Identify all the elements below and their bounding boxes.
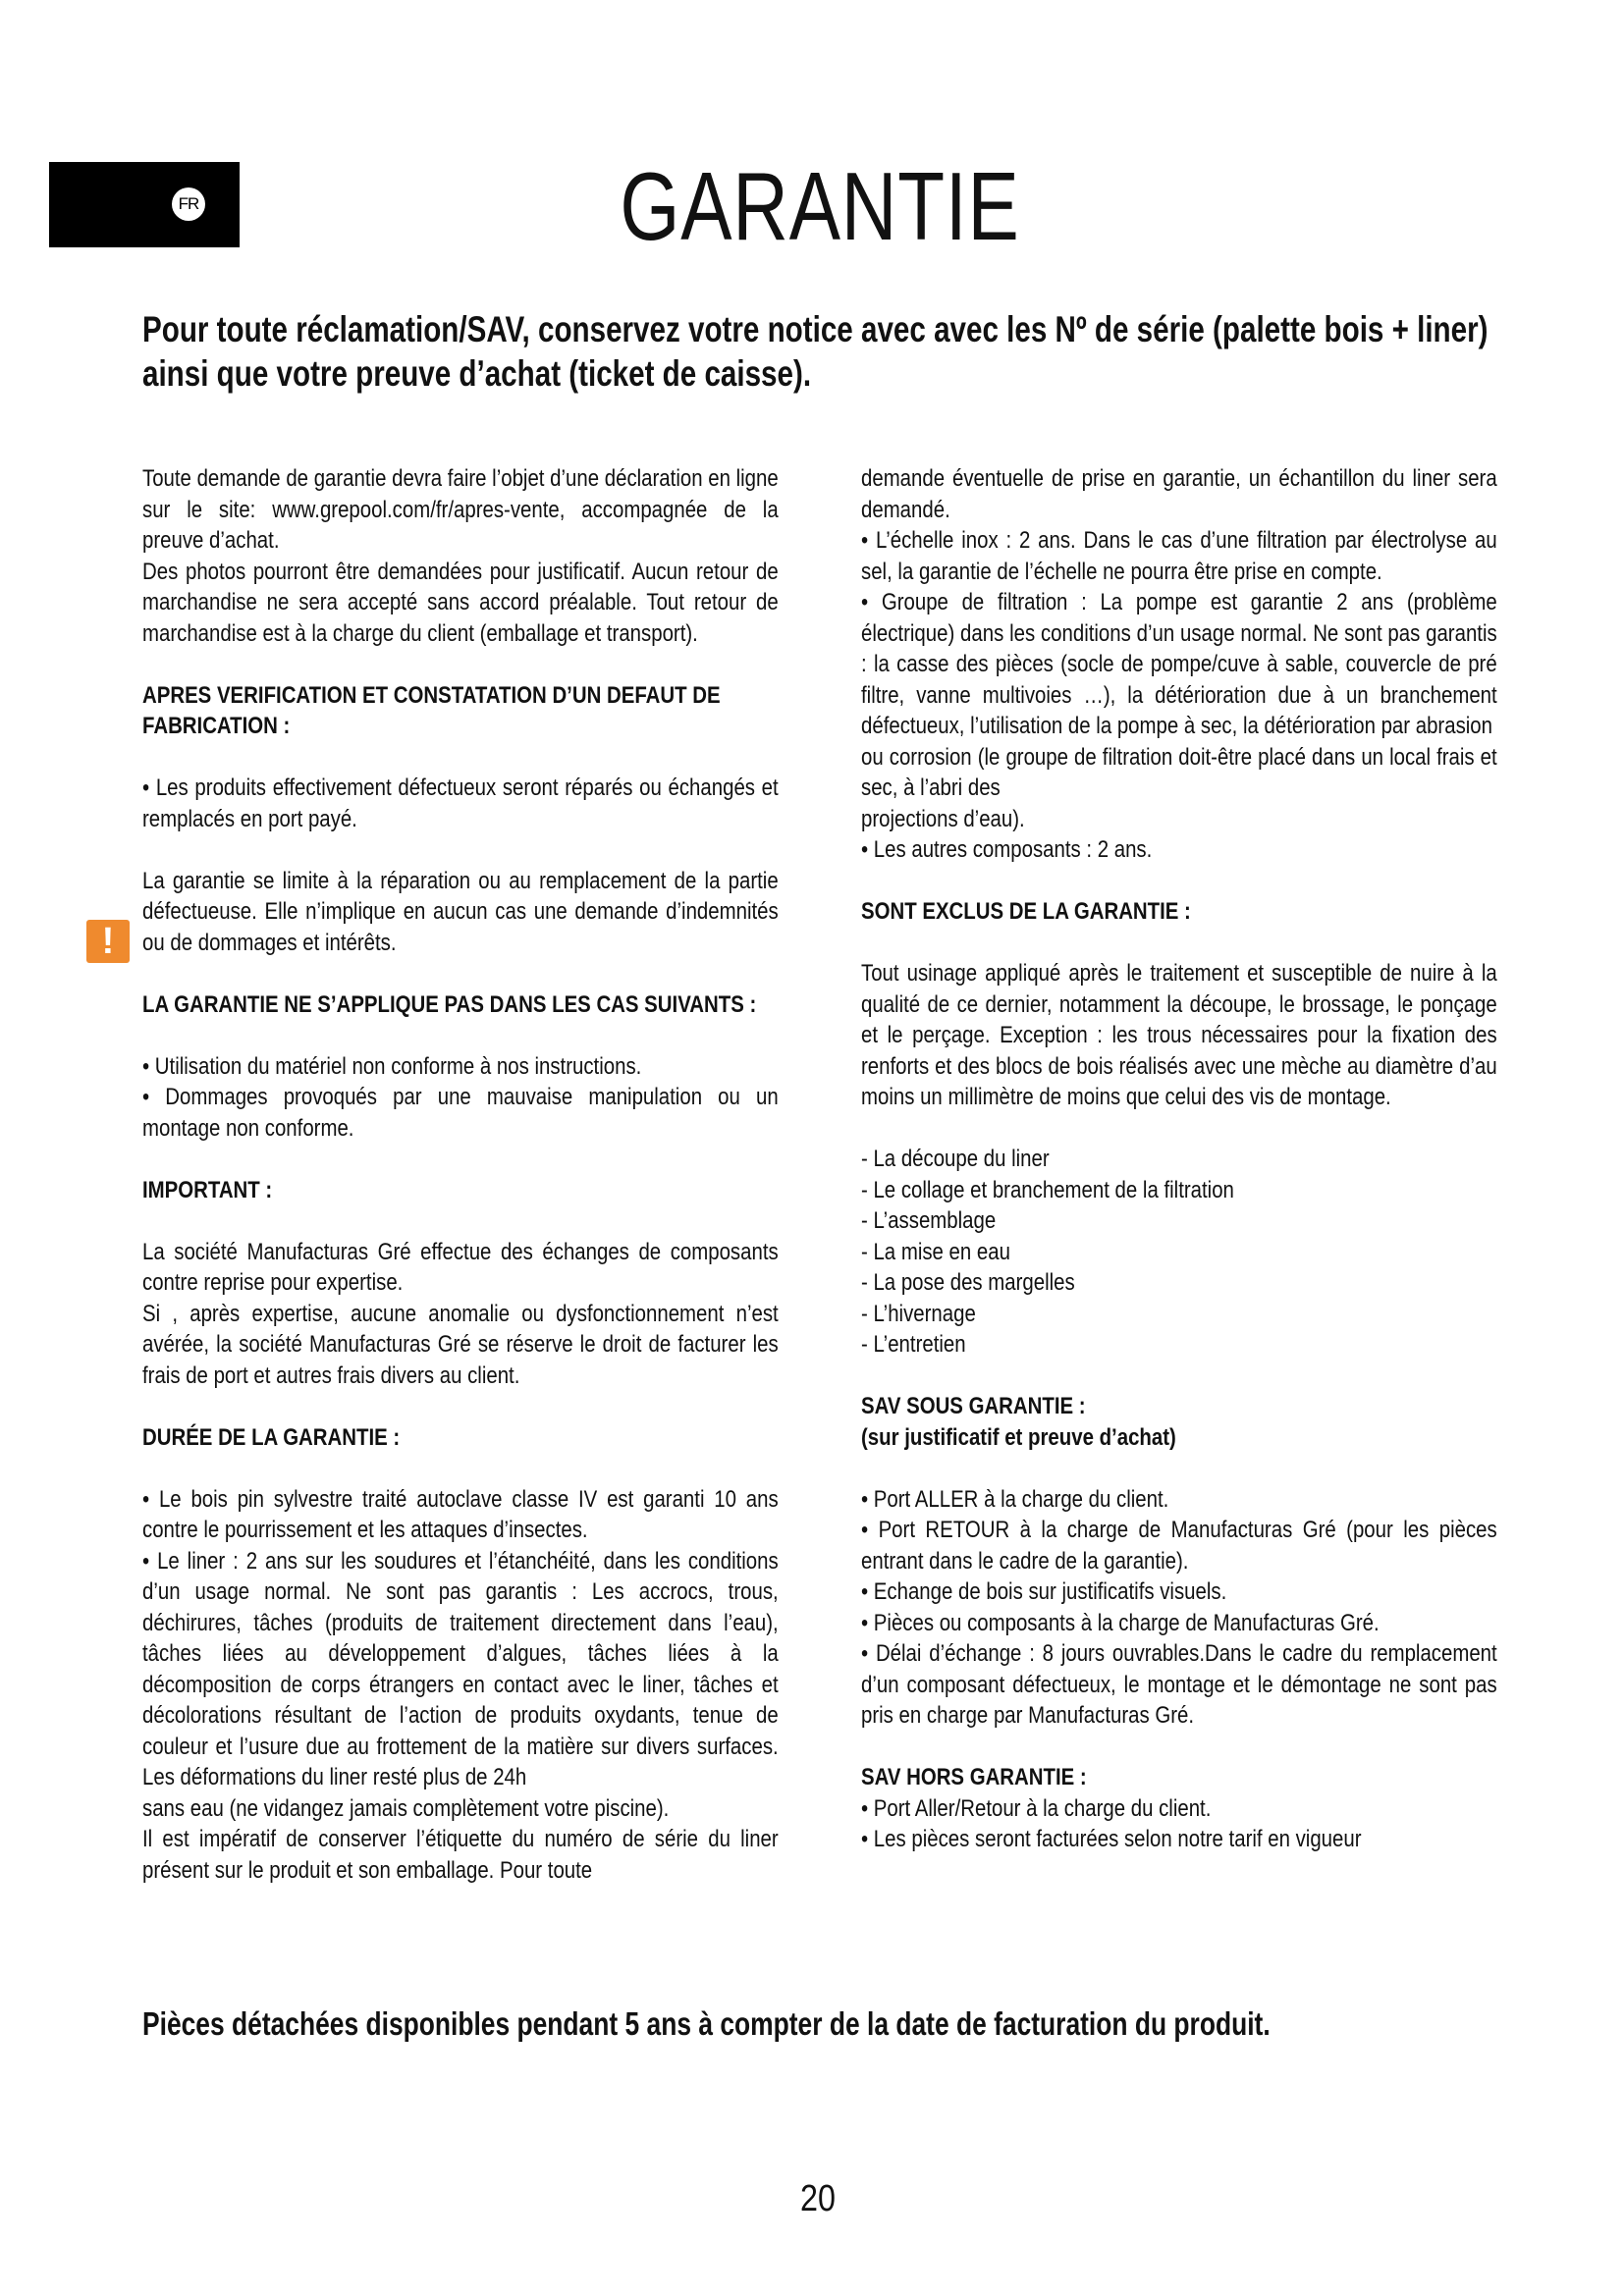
paragraph: La société Manufacturas Gré effectue des échanges de composants contre reprise pour expertise. — [142, 1238, 779, 1296]
list-item: - L’assemblage — [861, 1207, 997, 1234]
section-heading: SAV SOUS GARANTIE : (sur justificatif et preuve d’achat) — [861, 1393, 1176, 1451]
paragraph: • Les produits effectivement défectueux seront réparés ou échangés et remplacés en port payé. — [142, 774, 779, 832]
language-tab — [49, 162, 240, 247]
paragraph: Des photos pourront être demandées pour justificatif. Aucun retour de marchandise ne sera accepté sans accord préalable. Tout retour de marchandise est à la charge du client (emballage et transport). — [142, 558, 779, 647]
paragraph: • Dommages provoqués par une mauvaise manipulation ou un montage non conforme. — [142, 1084, 779, 1142]
paragraph: • L’échelle inox : 2 ans. Dans le cas d’une filtration par électrolyse au sel, la garantie de l’échelle ne pourra être prise en compte. — [861, 527, 1497, 585]
list-item: - La pose des margelles — [861, 1269, 1075, 1296]
paragraph: • Le liner : 2 ans sur les soudures et l’étanchéité, dans les conditions d’un usage normal. Ne sont pas garantis : Les accrocs, trous, déchirures, tâches (produits de traitement directement dans l’eau), tâches liées au développement d’algues, tâches liées à la décomposition de corps étrangers en contact avec le liner, tâches et décolorations résultant de l’action de produits oxydants, tenue de couleur et l’usure due au frottement de la matière sur divers surfaces. Les déformations du liner resté plus de 24h sans eau (ne vidangez jamais complètement votre piscine). — [142, 1547, 779, 1822]
paragraph: demande éventuelle de prise en garantie, un échantillon du liner sera demandé. — [861, 465, 1497, 523]
spare-parts-note: Pièces détachées disponibles pendant 5 ans à compter de la date de facturation du produit. — [142, 2005, 1271, 2042]
page-title: GARANTIE — [620, 152, 1020, 260]
list-item: - L’entretien — [861, 1331, 966, 1358]
paragraph: • Les pièces seront facturées selon notre tarif en vigueur — [861, 1826, 1362, 1852]
warning-paragraph: La garantie se limite à la réparation ou au remplacement de la partie défectueuse. Elle n’implique en aucun cas une demande d’indemnités ou de dommages et intérêts. — [142, 867, 779, 956]
list-item: - L’hivernage — [861, 1300, 976, 1327]
section-heading: DURÉE DE LA GARANTIE : — [142, 1423, 401, 1451]
page-number: 20 — [800, 2178, 836, 2219]
intro-notice: Pour toute réclamation/SAV, conservez votre notice avec avec les Nº de série (palette bois + liner) ainsi que votre preuve d’achat (ticket de caisse). — [142, 309, 1489, 394]
paragraph: • Utilisation du matériel non conforme à nos instructions. — [142, 1052, 642, 1080]
list-item: - La découpe du liner — [861, 1146, 1050, 1172]
section-heading: SONT EXCLUS DE LA GARANTIE : — [861, 898, 1191, 925]
left-column — [142, 463, 779, 1886]
paragraph: • Le bois pin sylvestre traité autoclave classe IV est garanti 10 ans contre le pourrissement et les attaques d’insectes. — [142, 1485, 779, 1543]
paragraph: • Port ALLER à la charge du client. — [861, 1485, 1169, 1513]
paragraph: • Port Aller/Retour à la charge du client. — [861, 1794, 1212, 1822]
paragraph: • Port RETOUR à la charge de Manufacturas Gré (pour les pièces entrant dans le cadre de la garantie). — [861, 1517, 1497, 1575]
paragraph: Tout usinage appliqué après le traitement et susceptible de nuire à la qualité de ce dernier, notamment la découpe, le brossage, le ponçage et le perçage. Exception : les trous nécessaires pour la fixation des renforts et des blocs de bois réalisés avec une mèche au diamètre d’au moins un millimètre de moins que celui des vis de montage. — [861, 960, 1497, 1110]
paragraph: • Echange de bois sur justificatifs visuels. — [861, 1578, 1227, 1605]
paragraph: Si , après expertise, aucune anomalie ou dysfonctionnement n’est avérée, la société Manufacturas Gré se réserve le droit de facturer les frais de port et autres frais divers au client. — [142, 1300, 779, 1389]
exclamation-icon: ! — [86, 920, 130, 963]
paragraph: • Groupe de filtration : La pompe est garantie 2 ans (problème électrique) dans les conditions d’un usage normal. Ne sont pas garantis : la casse des pièces (socle de pompe/cuve à sable, couvercle de pré filtre, vanne multivoies …), la détérioration due à un branchement défectueux, l’utilisation de la pompe à sec, la détérioration par abrasion ou corrosion (le groupe de filtration doit-être placé dans un local frais et sec, à l’abri des projections d’eau). — [861, 589, 1497, 832]
section-heading: IMPORTANT : — [142, 1176, 273, 1203]
list-item: - La mise en eau — [861, 1238, 1010, 1265]
paragraph: Il est impératif de conserver l’étiquette du numéro de série du liner présent sur le produit et son emballage. Pour toute — [142, 1826, 779, 1884]
paragraph: • Les autres composants : 2 ans. — [861, 836, 1153, 863]
paragraph: Toute demande de garantie devra faire l’objet d’une déclaration en ligne sur le site: www.grepool.com/fr/apres-vente, accompagnée de la preuve d’achat. — [142, 465, 779, 554]
right-column — [861, 463, 1497, 1855]
language-badge: FR — [172, 187, 205, 221]
list-item: - Le collage et branchement de la filtration — [861, 1176, 1234, 1203]
section-heading: SAV HORS GARANTIE : — [861, 1764, 1087, 1790]
section-heading: LA GARANTIE NE S’APPLIQUE PAS DANS LES CAS SUIVANTS : — [142, 990, 757, 1018]
paragraph: • Pièces ou composants à la charge de Manufacturas Gré. — [861, 1609, 1380, 1636]
paragraph: • Délai d’échange : 8 jours ouvrables.Dans le cadre du remplacement d’un composant défectueux, le montage et le démontage ne sont pas pris en charge par Manufacturas Gré. — [861, 1640, 1497, 1729]
section-heading: APRES VERIFICATION ET CONSTATATION D’UN DEFAUT DE FABRICATION : — [142, 681, 721, 739]
